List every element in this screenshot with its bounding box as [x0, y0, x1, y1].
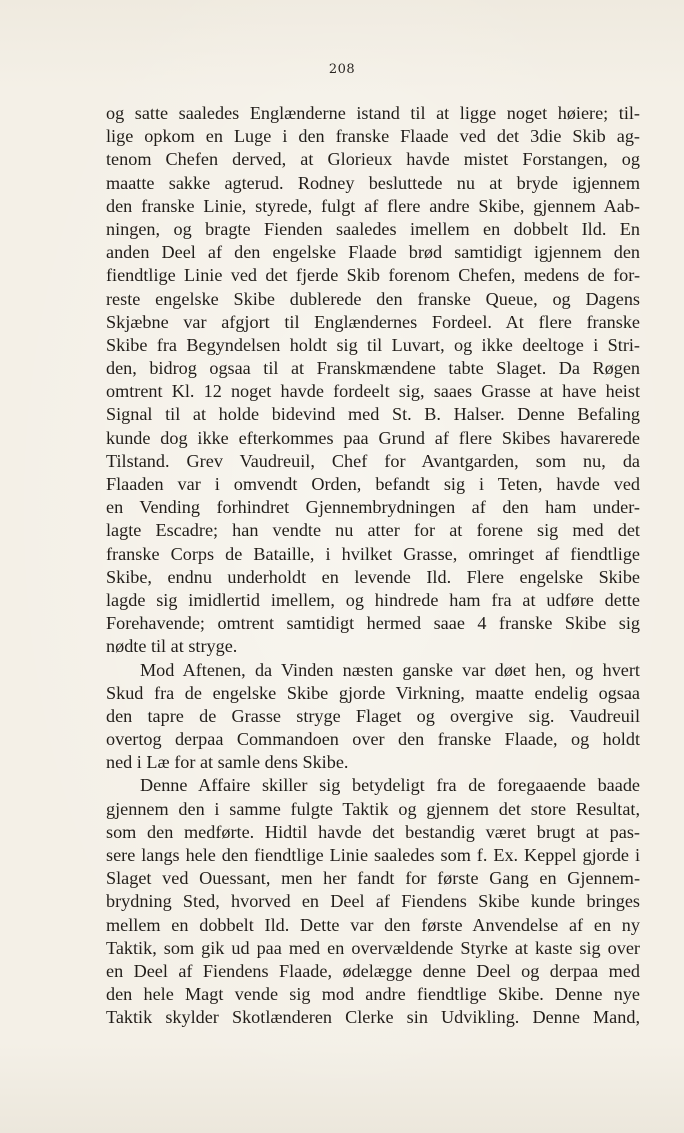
- text-line: den, bidrog ogsaa til at Franskmændene tabte Slaget. Da Røgen: [106, 358, 640, 379]
- body-text: [106, 102, 640, 1030]
- text-line: en Vending forhindret Gjennembrydningen af den ham under-: [106, 497, 640, 518]
- text-line: Skud fra de engelske Skibe gjorde Virkning, maatte endelig ogsaa: [106, 682, 640, 703]
- text-line: overtog derpaa Commandoen over den franske Flaade, og holdt: [106, 729, 640, 750]
- text-line: som den medførte. Hidtil havde det bestandig været brugt at pas-: [106, 821, 640, 842]
- text-line: og satte saaledes Englænderne istand til at ligge noget høiere; til-: [106, 103, 640, 123]
- text-line: en Deel af Fiendens Flaade, ødelægge denne Deel og derpaa med: [106, 960, 640, 981]
- text-line: Mod Aftenen, da Vinden næsten ganske var døet hen, og hvert: [140, 659, 640, 680]
- text-line: reste engelske Skibe dublerede den franske Queue, og Dagens: [106, 288, 640, 309]
- text-line: lagte Escadre; han vendte nu atter for at forene sig med det: [106, 520, 640, 541]
- text-line: nødte til at stryge.: [106, 636, 238, 657]
- text-line: ningen, og bragte Fienden saaledes imellem en dobbelt Ild. En: [106, 218, 640, 239]
- text-line: gjennem den i samme fulgte Taktik og gjennem det store Resultat,: [106, 798, 640, 819]
- text-line: Flaaden var i omvendt Orden, befandt sig i Teten, havde ved: [106, 474, 640, 494]
- text-line: lagde sig imidlertid imellem, og hindrede ham fra at udføre dette: [106, 589, 640, 610]
- text-line: den tapre de Grasse stryge Flaget og overgive sig. Vaudreuil: [106, 705, 640, 726]
- text-line: Slaget ved Ouessant, men her fandt for første Gang en Gjennem-: [106, 868, 640, 889]
- text-line: den franske Linie, styrede, fulgt af flere andre Skibe, gjennem Aab-: [106, 195, 640, 216]
- page-number: 208: [328, 62, 356, 77]
- text-line: ned i Læ for at samle dens Skibe.: [106, 752, 349, 773]
- text-line: den hele Magt vende sig mod andre fiendtlige Skibe. Denne nye: [106, 984, 640, 1005]
- text-line: tenom Chefen derved, at Glorieux havde mistet Forstangen, og: [106, 149, 640, 170]
- text-line: omtrent Kl. 12 noget havde fordeelt sig, saaes Grasse at have heist: [106, 381, 640, 402]
- text-line: Signal til at holde bidevind med St. B. Halser. Denne Befaling: [106, 404, 640, 425]
- text-line: Taktik skylder Skotlænderen Clerke sin Udvikling. Denne Mand,: [106, 1007, 640, 1028]
- text-line: franske Corps de Bataille, i hvilket Grasse, omringet af fiendtlige: [106, 543, 640, 564]
- text-line: fiendtlige Linie ved det fjerde Skib forenom Chefen, medens de for-: [106, 265, 640, 286]
- text-line: Forehavende; omtrent samtidigt hermed saae 4 franske Skibe sig: [106, 613, 640, 634]
- text-line: Skjæbne var afgjort til Englændernes Fordeel. At flere franske: [106, 311, 640, 332]
- text-line: maatte sakke agterud. Rodney besluttede nu at bryde igjennem: [106, 172, 640, 193]
- text-line: Skibe, endnu underholdt en levende Ild. Flere engelske Skibe: [106, 566, 640, 587]
- text-line: mellem en dobbelt Ild. Dette var den første Anvendelse af en ny: [106, 914, 640, 935]
- text-line: sere langs hele den fiendtlige Linie saaledes som f. Ex. Keppel gjorde i: [106, 845, 640, 865]
- text-line: Skibe fra Begyndelsen holdt sig til Luvart, og ikke deeltoge i Stri-: [106, 334, 640, 355]
- text-line: Tilstand. Grev Vaudreuil, Chef for Avantgarden, som nu, da: [106, 450, 640, 471]
- text-line: lige opkom en Luge i den franske Flaade ved det 3die Skib ag-: [106, 126, 640, 147]
- text-line: brydning Sted, hvorved en Deel af Fiendens Skibe kunde bringes: [106, 891, 640, 912]
- text-line: Denne Affaire skiller sig betydeligt fra de foregaaende baade: [140, 775, 640, 796]
- text-line: Taktik, som gik ud paa med en overvældende Styrke at kaste sig over: [106, 937, 640, 958]
- text-line: anden Deel af den engelske Flaade brød samtidigt igjennem den: [106, 242, 640, 263]
- text-line: kunde dog ikke efterkommes paa Grund af flere Skibes havarerede: [106, 427, 640, 448]
